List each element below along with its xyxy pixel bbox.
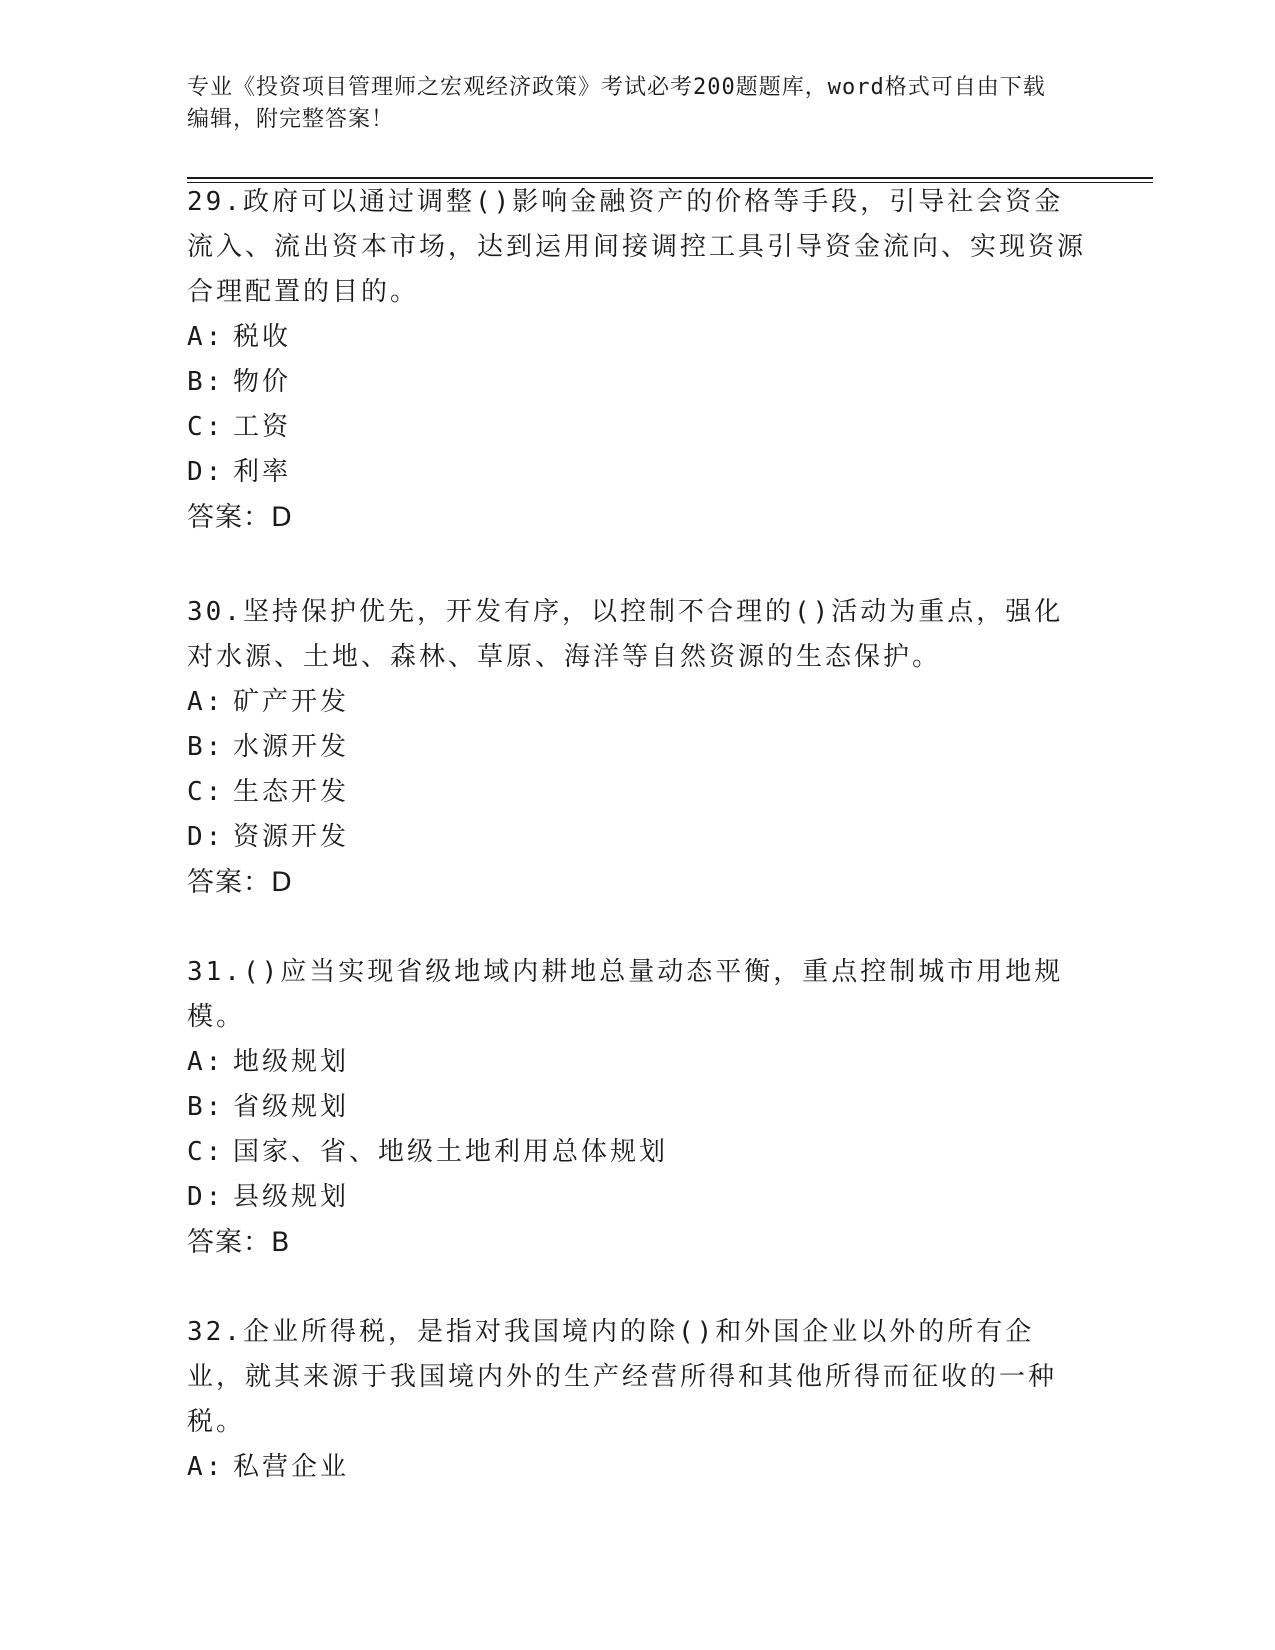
- option-text: 工资: [233, 412, 292, 442]
- option-key: A:: [187, 322, 225, 352]
- option-text: 水源开发: [233, 732, 350, 762]
- option-key: D:: [187, 457, 225, 487]
- option-c: [187, 770, 1087, 815]
- option-key: B:: [187, 1092, 225, 1122]
- option-c: [187, 405, 1087, 450]
- question-stem: 31.()应当实现省级地域内耕地总量动态平衡，重点控制城市用地规模。: [187, 957, 1064, 1032]
- option-key: D:: [187, 822, 225, 852]
- option-a: [187, 1445, 1087, 1490]
- option-text: 地级规划: [233, 1047, 350, 1077]
- option-key: B:: [187, 732, 225, 762]
- option-text: 生态开发: [233, 777, 350, 807]
- option-key: A:: [187, 1452, 225, 1482]
- question-29: [187, 180, 1087, 540]
- question-stem: 30.坚持保护优先，开发有序，以控制不合理的()活动为重点，强化对水源、土地、森林、草原、海洋等自然资源的生态保护。: [187, 597, 1064, 672]
- option-key: D:: [187, 1182, 225, 1212]
- header-divider: [187, 177, 1153, 179]
- question-stem: 32.企业所得税，是指对我国境内的除()和外国企业以外的所有企业，就其来源于我国境内外的生产经营所得和其他所得而征收的一种税。: [187, 1317, 1058, 1437]
- question-stem: 29.政府可以通过调整()影响金融资产的价格等手段，引导社会资金流入、流出资本市场，达到运用间接调控工具引导资金流向、实现资源合理配置的目的。: [187, 187, 1087, 307]
- option-a: [187, 1040, 1087, 1085]
- option-key: B:: [187, 367, 225, 397]
- answer-text: 答案：D: [187, 502, 293, 533]
- option-text: 税收: [233, 322, 292, 352]
- option-a: [187, 680, 1087, 725]
- option-d: [187, 815, 1087, 860]
- option-b: [187, 725, 1087, 770]
- option-key: C:: [187, 1137, 225, 1167]
- question-30: [187, 590, 1087, 905]
- option-b: [187, 1085, 1087, 1130]
- option-key: A:: [187, 687, 225, 717]
- document-header: 专业《投资项目管理师之宏观经济政策》考试必考200题题库，word格式可自由下载编辑，附完整答案！: [187, 75, 1046, 132]
- option-text: 国家、省、地级土地利用总体规划: [233, 1137, 669, 1167]
- option-text: 物价: [233, 367, 292, 397]
- option-text: 县级规划: [233, 1182, 350, 1212]
- option-text: 利率: [233, 457, 292, 487]
- option-a: [187, 315, 1087, 360]
- option-b: [187, 360, 1087, 405]
- option-d: [187, 450, 1087, 495]
- option-text: 矿产开发: [233, 687, 350, 717]
- option-key: A:: [187, 1047, 225, 1077]
- question-32: [187, 1310, 1087, 1490]
- option-key: C:: [187, 777, 225, 807]
- option-text: 资源开发: [233, 822, 350, 852]
- answer-text: 答案：B: [187, 1227, 291, 1258]
- option-c: [187, 1130, 1087, 1175]
- option-d: [187, 1175, 1087, 1220]
- option-text: 省级规划: [233, 1092, 350, 1122]
- option-key: C:: [187, 412, 225, 442]
- question-31: [187, 950, 1087, 1265]
- answer-text: 答案：D: [187, 867, 293, 898]
- option-text: 私营企业: [233, 1452, 350, 1482]
